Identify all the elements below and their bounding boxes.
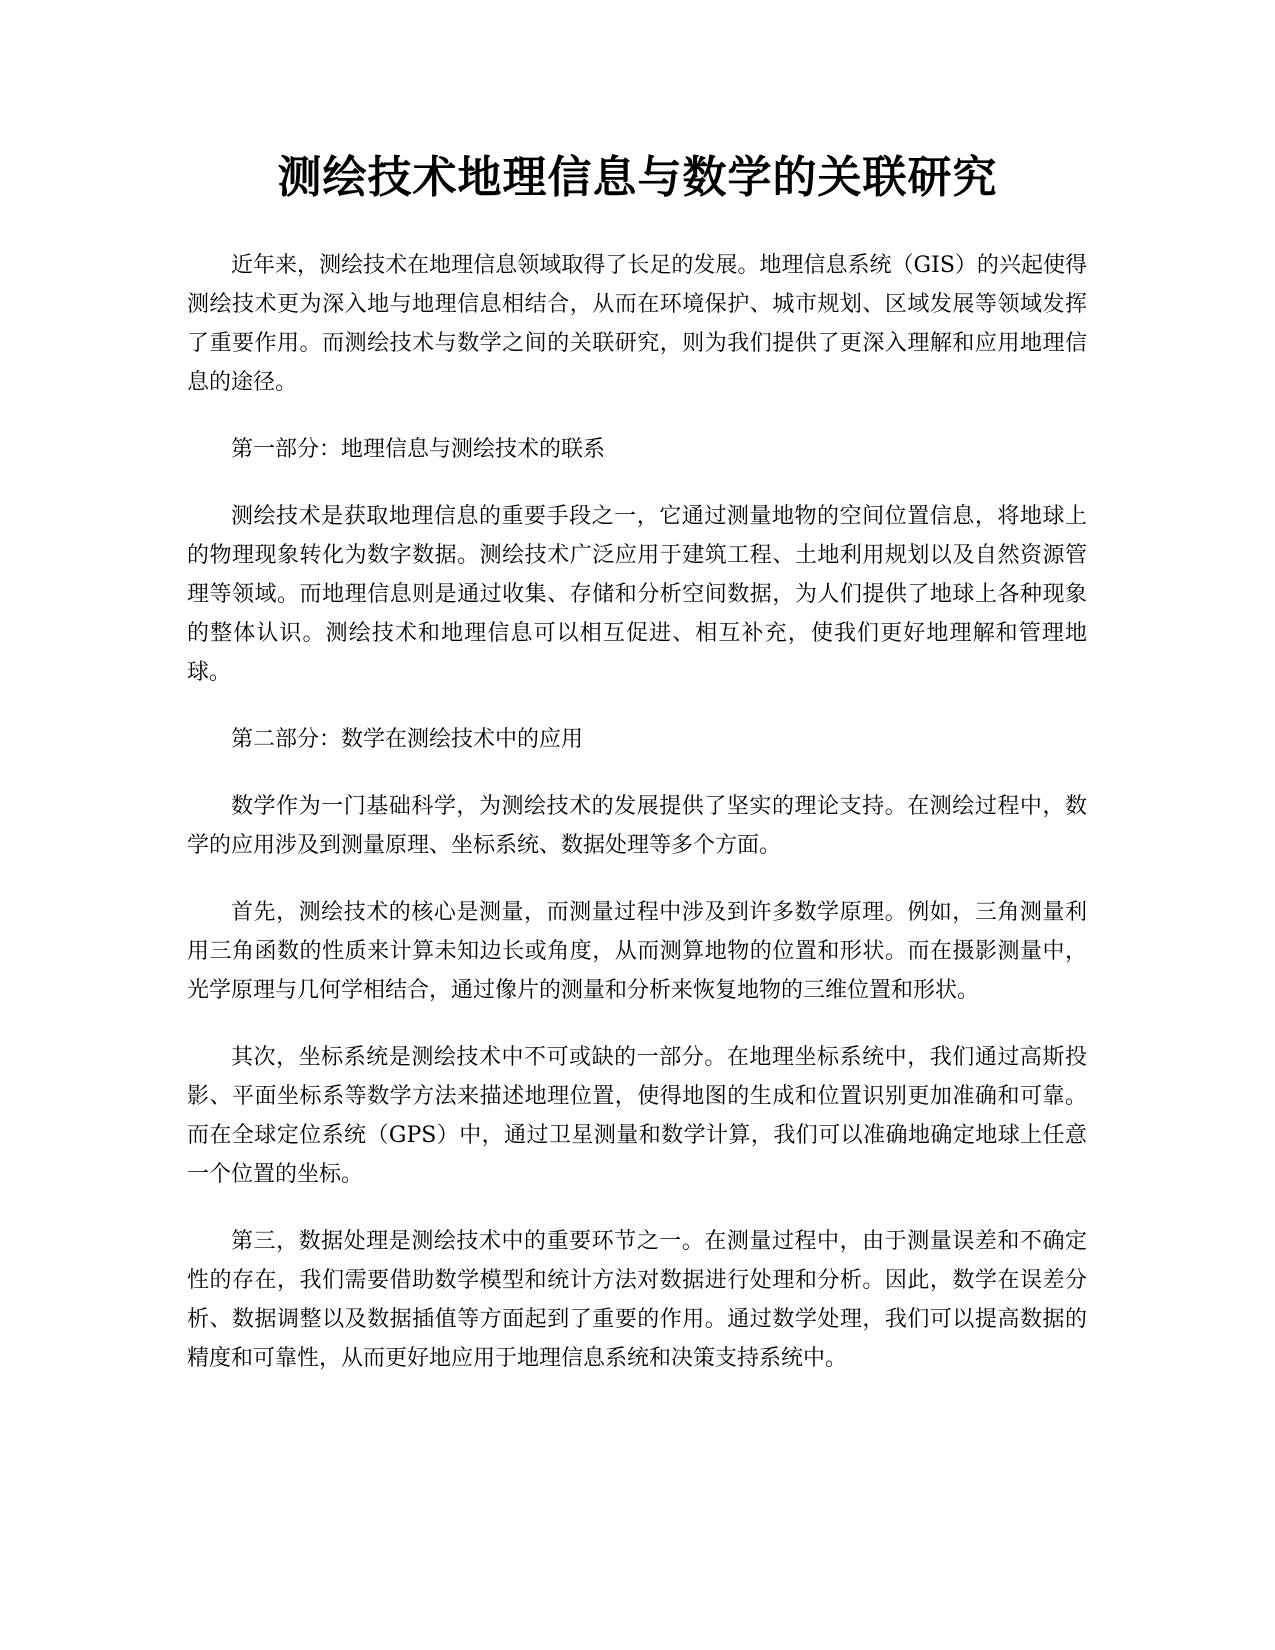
- body-paragraph-measurement: 首先，测绘技术的核心是测量，而测量过程中涉及到许多数学原理。例如，三角测量利用三角函数的性质来计算未知边长或角度，从而测算地物的位置和形状。而在摄影测量中，光学原理与几何学相结合，通过像片的测量和分析来恢复地物的三维位置和形状。: [187, 900, 1087, 1003]
- body-paragraph-data-processing: 第三，数据处理是测绘技术中的重要环节之一。在测量过程中，由于测量误差和不确定性的存在，我们需要借助数学模型和统计方法对数据进行处理和分析。因此，数学在误差分析、数据调整以及数据插值等方面起到了重要的作用。通过数学处理，我们可以提高数据的精度和可靠性，从而更好地应用于地理信息系统和决策支持系统中。: [187, 1229, 1087, 1371]
- body-paragraph-part-one: 测绘技术是获取地理信息的重要手段之一，它通过测量地物的空间位置信息，将地球上的物理现象转化为数字数据。测绘技术广泛应用于建筑工程、土地利用规划以及自然资源管理等领域。而地理信息则是通过收集、存储和分析空间数据，为人们提供了地球上各种现象的整体认识。测绘技术和地理信息可以相互促进、相互补充，使我们更好地理解和管理地球。: [187, 504, 1087, 685]
- document-title: 测绘技术地理信息与数学的关联研究: [277, 152, 998, 203]
- document-body: [187, 246, 1087, 1406]
- body-paragraph-coordinate-systems: 其次，坐标系统是测绘技术中不可或缺的一部分。在地理坐标系统中，我们通过高斯投影、平面坐标系等数学方法来描述地理位置，使得地图的生成和位置识别更加准确和可靠。而在全球定位系统（GPS）中，通过卫星测量和数学计算，我们可以准确地确定地球上任意一个位置的坐标。: [187, 1045, 1087, 1187]
- section-heading-part-two: 第二部分：数学在测绘技术中的应用: [231, 727, 584, 752]
- intro-paragraph: 近年来，测绘技术在地理信息领域取得了长足的发展。地理信息系统（GIS）的兴起使得测绘技术更为深入地与地理信息相结合，从而在环境保护、城市规划、区域发展等领域发挥了重要作用。而测绘技术与数学之间的关联研究，则为我们提供了更深入理解和应用地理信息的途径。: [187, 253, 1087, 395]
- section-heading-part-one: 第一部分：地理信息与测绘技术的联系: [231, 437, 606, 462]
- body-paragraph-math-foundation: 数学作为一门基础科学，为测绘技术的发展提供了坚实的理论支持。在测绘过程中，数学的应用涉及到测量原理、坐标系统、数据处理等多个方面。: [187, 794, 1087, 858]
